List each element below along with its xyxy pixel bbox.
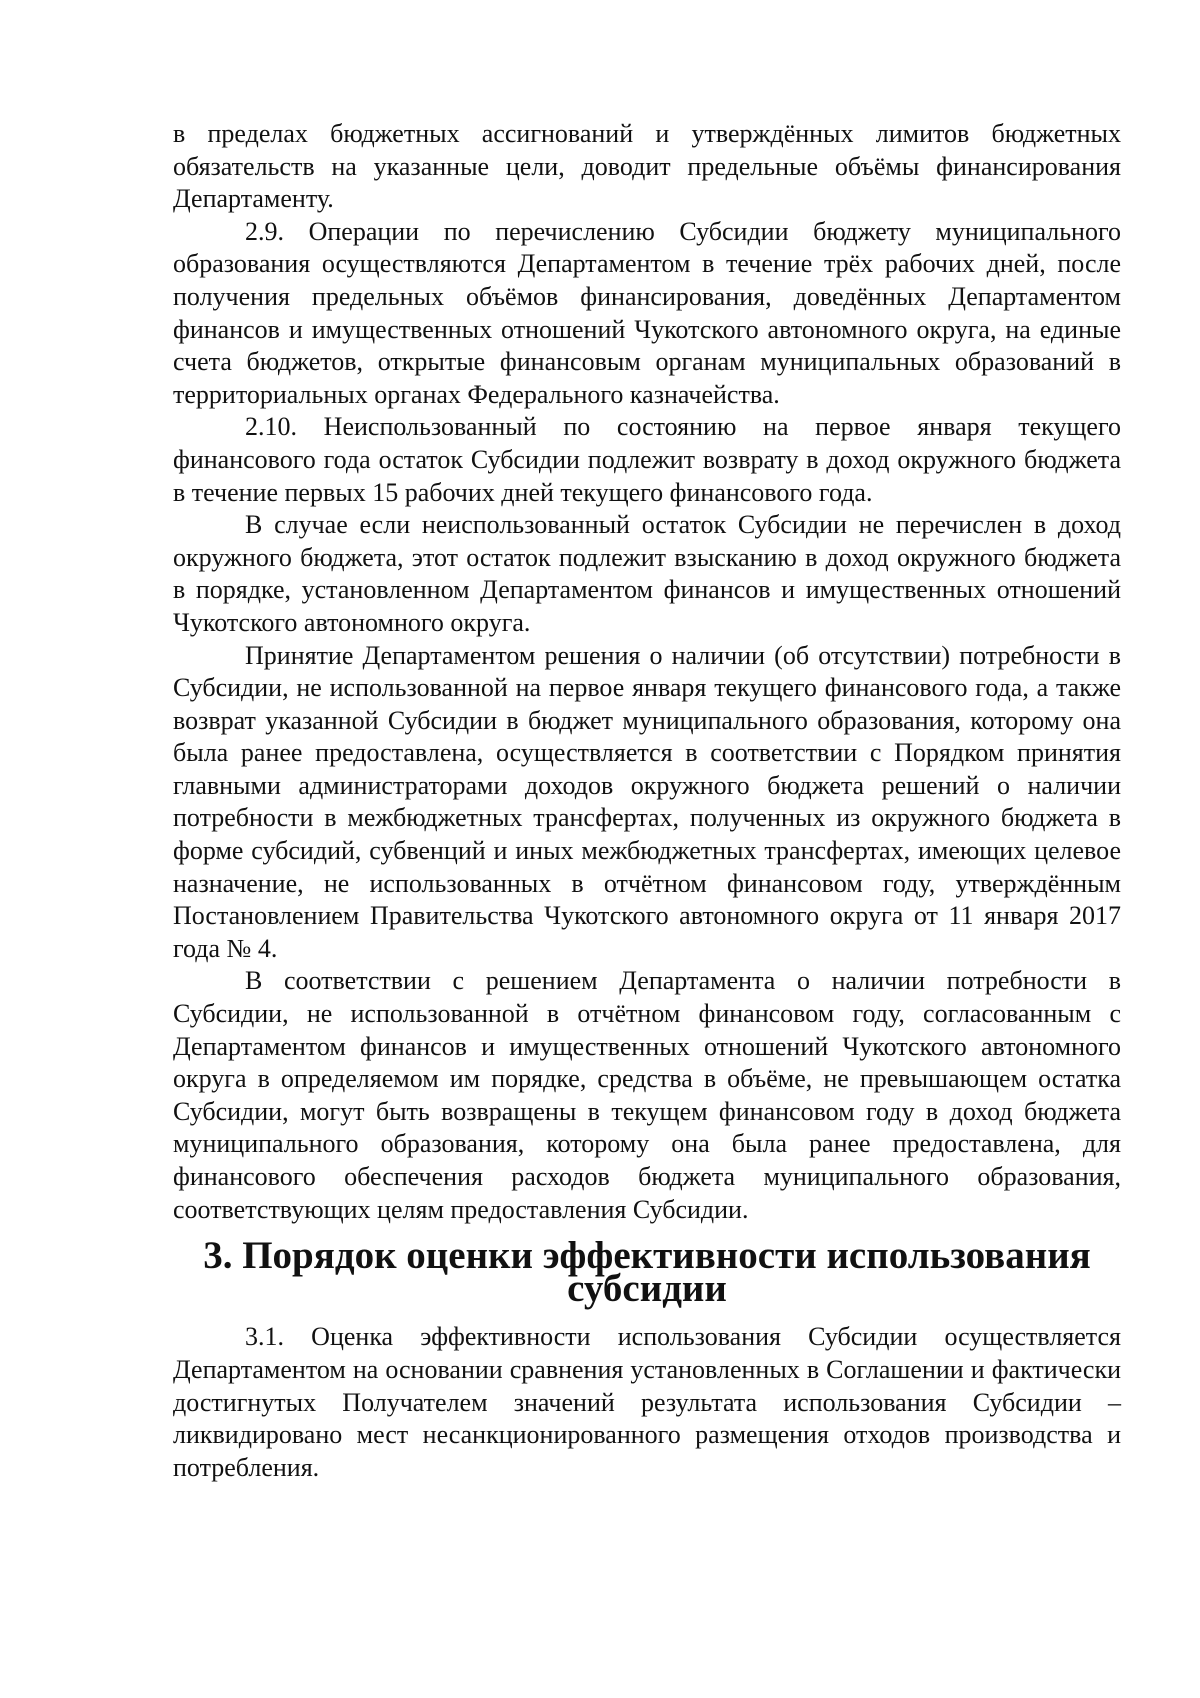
paragraph-2-9: 2.9. Операции по перечислению Субсидии бюджету муниципального образования осуществляются Департаментом в течение трёх рабочих дней, после получения предельных объёмов финансирования, доведённых Департаментом финансов и имущественных отношений Чукотского автономного округа, на единые счета бюджетов, открытые финансовым органам муниципальных образований в территориальных органах Федерального казначейства. xyxy=(173,216,1121,409)
paragraph-3-1: 3.1. Оценка эффективности использования Субсидии осуществляется Департаментом на основании сравнения установленных в Соглашении и фактически достигнутых Получателем значений результата использования Субсидии – ликвидировано мест несанкционированного размещения отходов производства и потребления. xyxy=(173,1322,1121,1482)
paragraph-unused-balance: В случае если неиспользованный остаток Субсидии не перечислен в доход окружного бюджета, этот остаток подлежит взысканию в доход окружного бюджета в порядке, установленном Департаментом финансов и имущественных отношений Чукотского автономного округа. xyxy=(173,510,1121,637)
paragraph-2-10: 2.10. Неиспользованный по состоянию на первое января текущего финансового года остаток Субсидии подлежит возврату в доход окружного бюджета в течение первых 15 рабочих дней текущего финансового года. xyxy=(173,412,1121,507)
paragraph-decision: Принятие Департаментом решения о наличии (об отсутствии) потребности в Субсидии, не использованной на первое января текущего финансового года, а также возврат указанной Субсидии в бюджет муниципального образования, которому она была ранее предоставлена, осуществляется в соответствии с Порядком принятия главными администраторами доходов окружного бюджета решений о наличии потребности в межбюджетных трансфертах, полученных из окружного бюджета в форме субсидий, субвенций и иных межбюджетных трансфертах, имеющих целевое назначение, не использованных в отчётном финансовом году, утверждённым Постановлением Правительства Чукотского автономного округа от 11 января 2017 года № 4. xyxy=(173,640,1121,963)
paragraph-return-funds: В соответствии с решением Департамента о наличии потребности в Субсидии, не использованной в отчётном финансовом году, согласованным с Департаментом финансов и имущественных отношений Чукотского автономного округа в определяемом им порядке, средства в объёме, не превышающем остатка Субсидии, могут быть возвращены в текущем финансовом году в доход бюджета муниципального образования, которому она была ранее предоставлена, для финансового обеспечения расходов бюджета муниципального образования, соответствующих целям предоставления Субсидии. xyxy=(173,966,1121,1224)
paragraph-continuation: в пределах бюджетных ассигнований и утверждённых лимитов бюджетных обязательств на указанные цели, доводит предельные объёмы финансирования Департаменту. xyxy=(173,119,1121,214)
document-page xyxy=(173,118,1121,1484)
section-heading-3: 3. Порядок оценки эффективности использования субсидии xyxy=(203,1234,1091,1310)
